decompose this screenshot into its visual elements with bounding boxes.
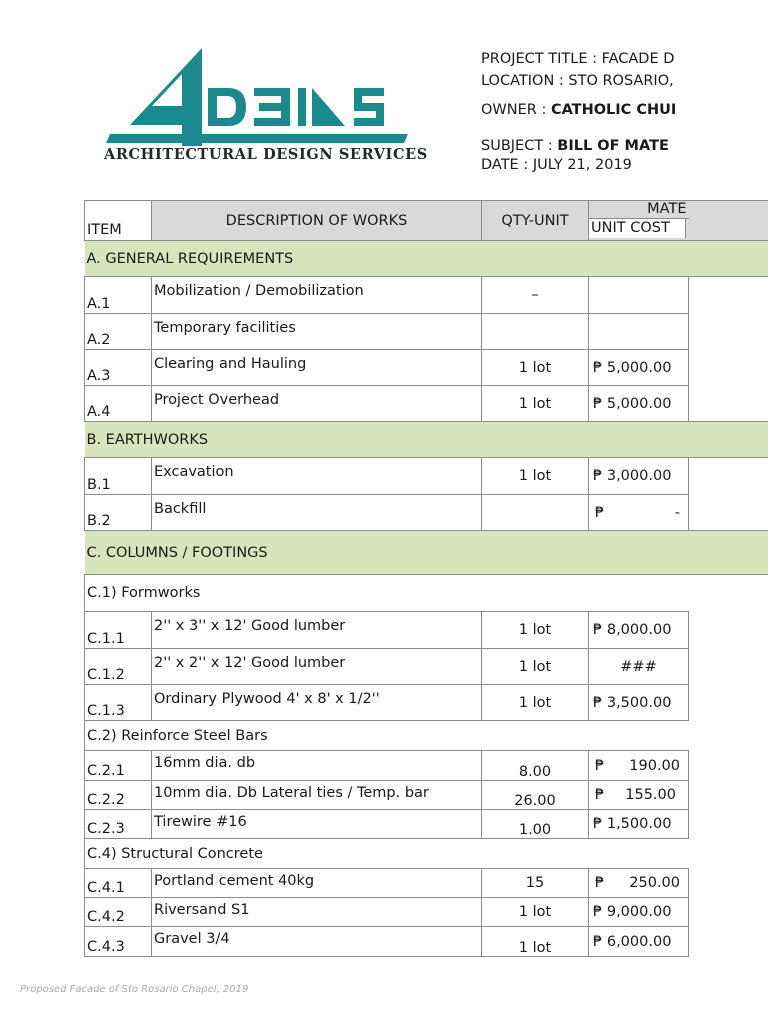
item-code: C.1.2 (85, 649, 152, 685)
item-code: A.4 (85, 386, 152, 422)
bill-of-materials-sheet (84, 200, 768, 960)
item-description: Ordinary Plywood 4' x 8' x 1/2'' (152, 685, 482, 721)
item-code: C.1.3 (85, 685, 152, 721)
item-qty (482, 314, 589, 350)
item-unit-cost (589, 350, 689, 386)
section-row (85, 241, 768, 277)
item-description: Portland cement 40kg (152, 869, 482, 898)
table-row (85, 314, 768, 350)
table-row (85, 386, 768, 422)
item-qty: 1.00 (482, 810, 589, 839)
col-item-header: ITEM (85, 201, 152, 241)
header-blank (689, 201, 768, 241)
item-code: A.2 (85, 314, 152, 350)
cost-amount: 5,000.00 (606, 359, 672, 376)
item-unit-cost (589, 314, 689, 350)
section-label: B. EARTHWORKS (85, 422, 768, 458)
item-unit-cost (589, 386, 689, 422)
peso-sign: ₱ (593, 904, 603, 920)
item-description: Riversand S1 (152, 898, 482, 927)
project-title: PROJECT TITLE : FACADE D (481, 51, 675, 67)
item-description: Project Overhead (152, 386, 482, 422)
section-row (85, 422, 768, 458)
subsection-label: C.2) Reinforce Steel Bars (85, 721, 689, 751)
subsection-row (85, 575, 768, 612)
item-unit-cost (589, 751, 689, 781)
peso-sign: ₱ (595, 875, 605, 891)
peso-sign: ₱ (595, 504, 605, 521)
item-description: Excavation (152, 458, 482, 495)
item-code: C.4.2 (85, 898, 152, 927)
item-unit-cost (589, 495, 689, 531)
table-row (85, 685, 768, 721)
cost-amount: 6,000.00 (606, 933, 672, 950)
peso-sign: ₱ (593, 395, 603, 412)
table-row (85, 781, 768, 810)
item-description: Tirewire #16 (152, 810, 482, 839)
item-code: C.1.1 (85, 612, 152, 649)
peso-sign: ₱ (593, 468, 603, 484)
item-qty: 26.00 (482, 781, 589, 810)
table-row (85, 649, 768, 685)
item-unit-cost (589, 685, 689, 721)
table-row (85, 898, 768, 927)
table-row (85, 927, 768, 957)
section-label: C. COLUMNS / FOOTINGS (85, 531, 768, 575)
item-description: Mobilization / Demobilization (152, 277, 482, 314)
project-date: DATE : JULY 21, 2019 (481, 157, 632, 173)
table-row (85, 495, 768, 531)
col-qty-header: QTY-UNIT (482, 201, 589, 241)
subsection-label: C.4) Structural Concrete (85, 839, 689, 869)
peso-sign: ₱ (595, 757, 605, 774)
item-description: 2'' x 3'' x 12' Good lumber (152, 612, 482, 649)
logo-caption: ARCHITECTURAL DESIGN SERVICES (104, 146, 428, 163)
item-qty: 15 (482, 869, 589, 898)
col-material-header (589, 201, 689, 241)
item-qty: – (482, 277, 589, 314)
item-description: Gravel 3/4 (152, 927, 482, 957)
item-qty (482, 495, 589, 531)
item-unit-cost (589, 458, 689, 495)
peso-sign: ₱ (593, 622, 603, 638)
item-code: C.2.2 (85, 781, 152, 810)
cost-amount: 250.00 (629, 875, 680, 891)
item-unit-cost (589, 781, 689, 810)
cost-amount: 5,000.00 (606, 395, 672, 412)
item-description: 16mm dia. db (152, 751, 482, 781)
subsection-label: C.1) Formworks (85, 575, 689, 612)
project-owner (481, 102, 676, 118)
table-row (85, 869, 768, 898)
table-row (85, 350, 768, 386)
cost-amount: - (674, 504, 680, 521)
cost-amount: 155.00 (625, 787, 676, 803)
material-header: MATE (589, 201, 689, 219)
item-code: C.4.3 (85, 927, 152, 957)
owner-value: CATHOLIC CHUI (550, 102, 677, 118)
item-code: B.2 (85, 495, 152, 531)
item-description: Backfill (152, 495, 482, 531)
item-qty: 1 lot (482, 350, 589, 386)
item-description: Temporary facilities (152, 314, 482, 350)
item-qty: 1 lot (482, 927, 589, 957)
item-unit-cost (589, 810, 689, 839)
peso-sign: ₱ (593, 359, 603, 376)
table-row (85, 751, 768, 781)
section-row (85, 531, 768, 575)
item-unit-cost (589, 612, 689, 649)
item-unit-cost (589, 869, 689, 898)
item-qty: 1 lot (482, 898, 589, 927)
item-unit-cost (589, 277, 689, 314)
table-row (85, 612, 768, 649)
project-location: LOCATION : STO ROSARIO, (481, 73, 674, 89)
item-qty: 8.00 (482, 751, 589, 781)
peso-sign: ₱ (595, 787, 605, 803)
peso-sign: ₱ (593, 694, 603, 711)
peso-sign: ₱ (593, 933, 603, 950)
table-row (85, 810, 768, 839)
cost-amount: 3,000.00 (606, 468, 672, 484)
bill-of-materials-table (84, 200, 768, 957)
item-code: C.2.1 (85, 751, 152, 781)
subject-label: SUBJECT : (481, 138, 558, 154)
item-code: B.1 (85, 458, 152, 495)
item-code: A.1 (85, 277, 152, 314)
item-description: Clearing and Hauling (152, 350, 482, 386)
footer-caption: Proposed Facade of Sto Rosario Chapel, 2019 (20, 984, 249, 995)
item-code: C.2.3 (85, 810, 152, 839)
table-row (85, 458, 768, 495)
item-unit-cost: ### (589, 649, 689, 685)
cost-amount: 9,000.00 (606, 904, 672, 920)
unit-cost-header: UNIT COST (589, 219, 686, 238)
item-description: 2'' x 2'' x 12' Good lumber (152, 649, 482, 685)
item-description: 10mm dia. Db Lateral ties / Temp. bar (152, 781, 482, 810)
owner-label: OWNER : (481, 102, 551, 118)
item-qty: 1 lot (482, 386, 589, 422)
item-unit-cost (589, 898, 689, 927)
table-row (85, 277, 768, 314)
item-qty: 1 lot (482, 685, 589, 721)
item-code: A.3 (85, 350, 152, 386)
subsection-row (85, 721, 768, 751)
subject-value: BILL OF MATE (557, 138, 669, 154)
cost-amount: 190.00 (629, 757, 680, 774)
item-qty: 1 lot (482, 612, 589, 649)
item-qty: 1 lot (482, 649, 589, 685)
item-qty: 1 lot (482, 458, 589, 495)
project-subject (481, 138, 669, 154)
cost-amount: 3,500.00 (606, 694, 672, 711)
cost-amount: 8,000.00 (606, 622, 672, 638)
table-header-row (85, 201, 768, 241)
item-code: C.4.1 (85, 869, 152, 898)
subsection-row (85, 839, 768, 869)
col-description-header: DESCRIPTION OF WORKS (152, 201, 482, 241)
peso-sign: ₱ (593, 816, 603, 832)
section-label: A. GENERAL REQUIREMENTS (85, 241, 768, 277)
item-unit-cost (589, 927, 689, 957)
cost-amount: 1,500.00 (606, 816, 672, 832)
